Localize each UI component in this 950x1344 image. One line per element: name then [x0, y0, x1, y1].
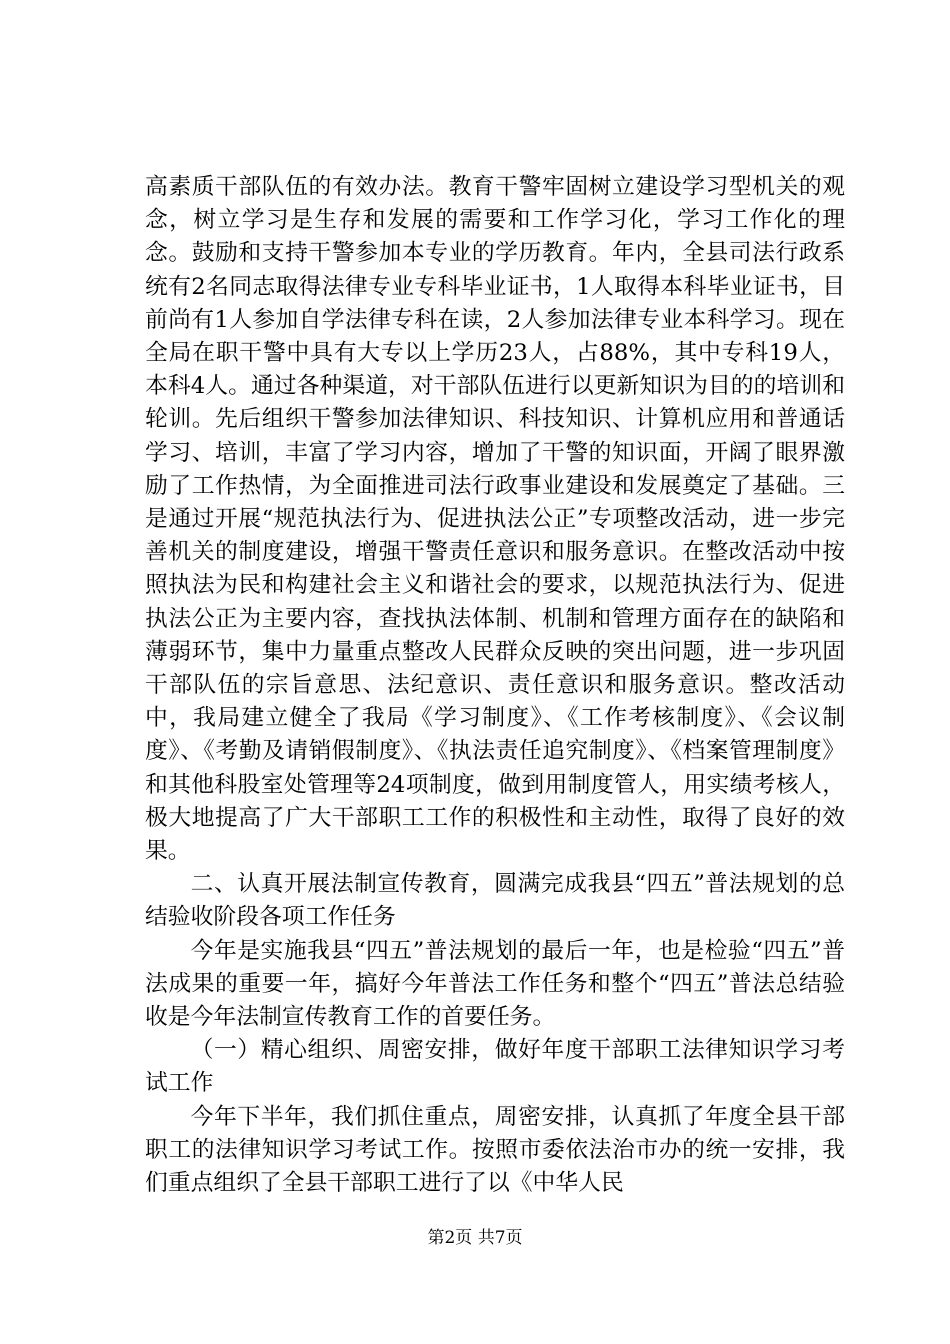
body-paragraph-3: 今年下半年，我们抓住重点，周密安排，认真抓了年度全县干部职工的法律知识学习考试工作。按照市委依法治市办的统一安排，我们重点组织了全县干部职工进行了以《中华人民 — [145, 1103, 845, 1197]
body-paragraph-2: 今年是实施我县“四五”普法规划的最后一年，也是检验“四五”普法成果的重要一年，搞好今年普法工作任务和整个“四五”普法总结验收是今年法制宣传教育工作的首要任务。 — [145, 937, 845, 1031]
subsection-heading-1: （一）精心组织、周密安排，做好年度干部职工法律知识学习考试工作 — [145, 1037, 845, 1097]
section-heading-2: 二、认真开展法制宣传教育，圆满完成我县“四五”普法规划的总结验收阶段各项工作任务 — [145, 871, 845, 931]
page-number-footer: 第2页 共7页 — [427, 1228, 523, 1248]
body-paragraph-1: 高素质干部队伍的有效办法。教育干警牢固树立建设学习型机关的观念，树立学习是生存和发展的需要和工作学习化，学习工作化的理念。鼓励和支持干警参加本专业的学历教育。年内，全县司法行政系统有2名同志取得法律专业专科毕业证书，1人取得本科毕业证书，目前尚有1人参加自学法律专科在读，2人参加法律专业本科学习。现在全局在职干警中具有大专以上学历23人，占88%，其中专科19人，本科4人。通过各种渠道，对干部队伍进行以更新知识为目的的培训和轮训。先后组织干警参加法律知识、科技知识、计算机应用和普通话学习、培训，丰富了学习内容，增加了干警的知识面，开阔了眼界激励了工作热情，为全面推进司法行政事业建设和发展奠定了基础。三是通过开展“规范执法行为、促进执法公正”专项整改活动，进一步完善机关的制度建设，增强干警责任意识和服务意识。在整改活动中按照执法为民和构建社会主义和谐社会的要求，以规范执法行为、促进执法公正为主要内容，查找执法体制、机制和管理方面存在的缺陷和薄弱环节，集中力量重点整改人民群众反映的突出问题，进一步巩固干部队伍的宗旨意思、法纪意识、责任意识和服务意识。整改活动中，我局建立健全了我局《学习制度》、《工作考核制度》、《会议制度》、《考勤及请销假制度》、《执法责任追究制度》、《档案管理制度》和其他科股室处管理等24项制度，做到用制度管人，用实绩考核人，极大地提高了广大干部职工工作的积极性和主动性，取得了良好的效果。 — [145, 174, 845, 865]
document-body — [145, 171, 845, 1200]
